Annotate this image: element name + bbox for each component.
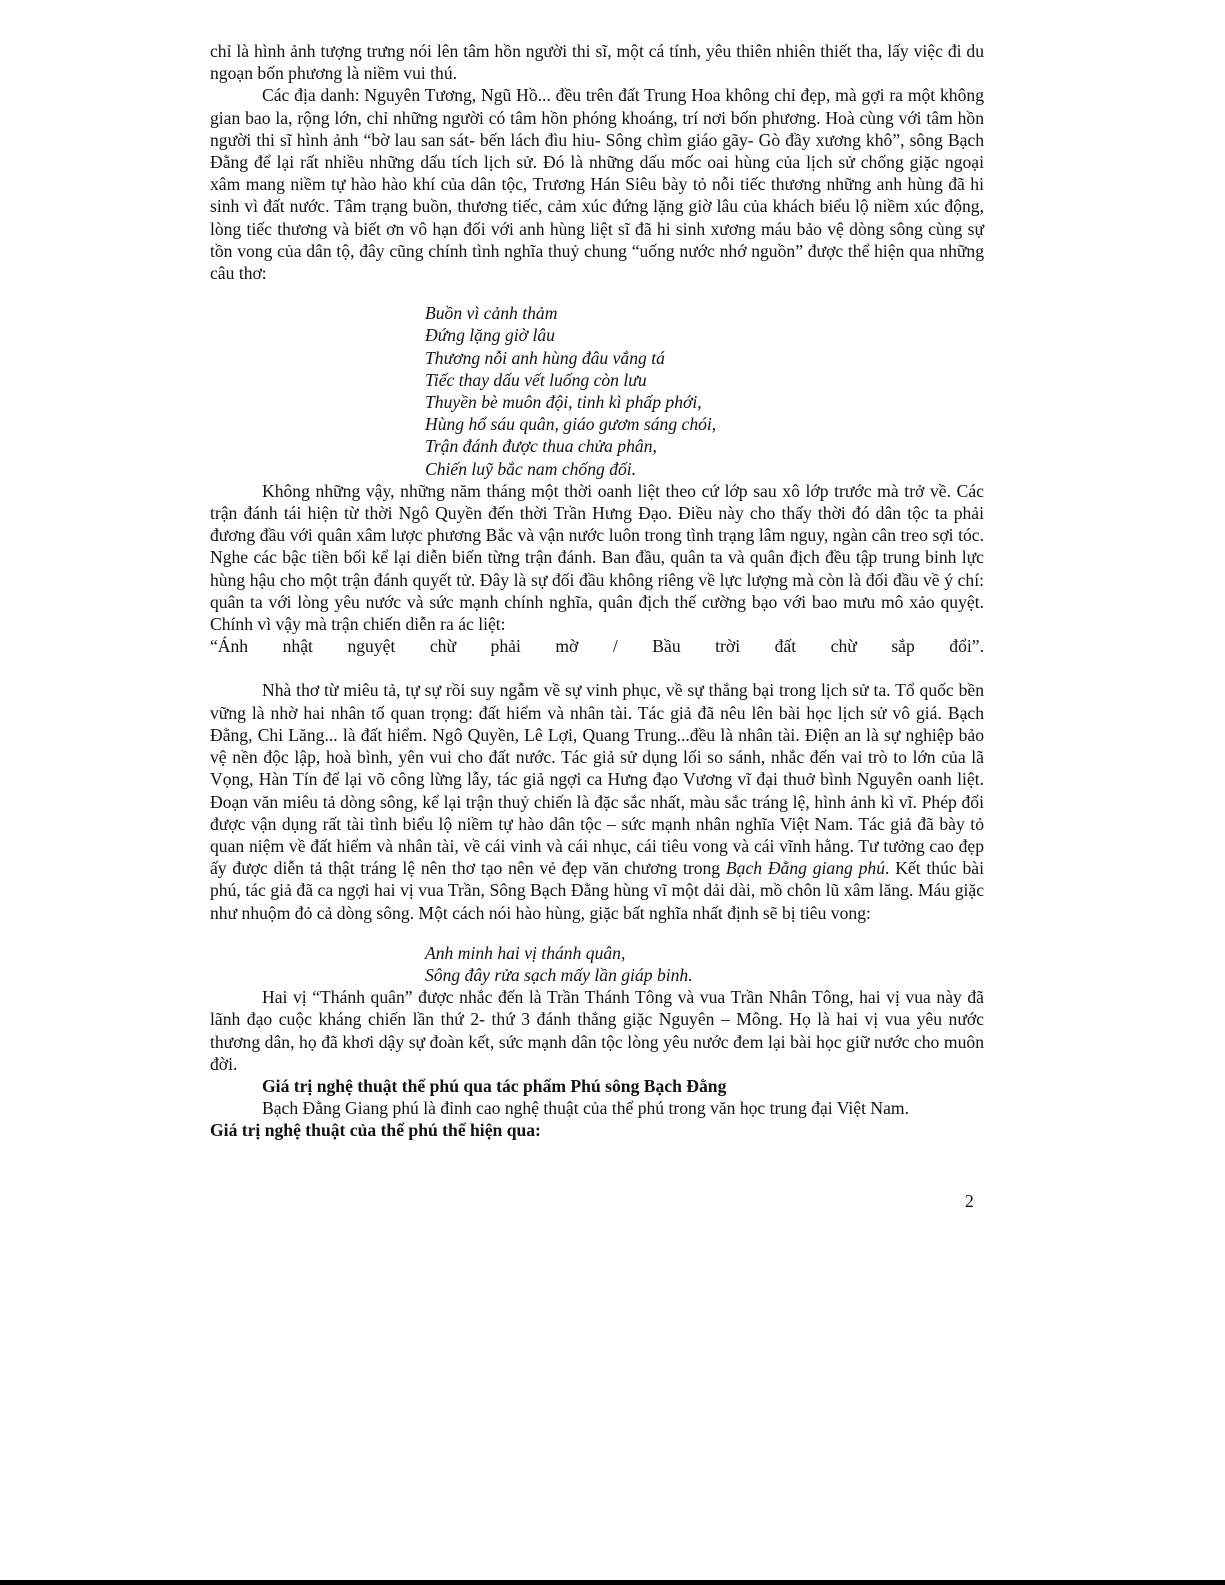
heading-art-values-list: Giá trị nghệ thuật của thể phú thể hiện qua:	[210, 1120, 541, 1141]
poem-line: Tiếc thay dấu vết luống còn lưu	[425, 369, 647, 390]
poem-line: Hùng hổ sáu quân, giáo gươm sáng chói,	[425, 414, 717, 435]
poem-line: Đứng lặng giờ lâu	[425, 325, 555, 346]
poem-line: Thuyền bè muôn đội, tinh kì phấp phới,	[425, 392, 702, 413]
paragraph-poet-text-a: Nhà thơ từ miêu tả, tự sự rồi suy ngẫm về sự vinh phục, về sự thắng bại trong lịch sử ta. Tổ quốc bền vững là nhờ hai nhân tố quan trọng: đất hiểm và nhân tài. Tác giả đã nêu lên bài học lịch sử vô giá. Bạch Đằng, Chi Lăng... là đất hiểm. Ngô Quyền, Lê Lợi, Quang Trung...đều là nhân tài. Điện an là sự nghiệp bảo vệ nền độc lập, hoà bình, yên vui cho đất nước. Tác giả sử dụng lối so sánh, nhắc đến vai trò to lớn của lã Vọng, Hàn Tín để lại võ công lừng lẫy, tác giả ngợi ca Hưng đạo Vương vĩ đại thuở bình Nguyên oanh liệt. Đoạn văn miêu tả dòng sông, kể lại trận thuỷ chiến là đặc sắc nhất, màu sắc tráng lệ, hình ảnh kì vĩ. Phép đối được vận dụng rất tài tình biểu lộ niềm tự hào dân tộc – sức mạnh nhân nghĩa Việt Nam. Tác giả đã bày tỏ quan niệm về đất hiểm và nhân tài, về cái vinh và cái nhục, cái tiêu vong và cái vĩnh hằng. Tư tưởng cao đẹp ấy được diễn tả thật tráng lệ nên thơ tạo nên vẻ đẹp văn chương trong	[210, 680, 984, 879]
paragraph-intro: chỉ là hình ảnh tượng trưng nói lên tâm hồn người thi sĩ, một cá tính, yêu thiên nhiên thiết tha, lấy việc đi du ngoạn bốn phương là niềm vui thú.	[210, 41, 984, 84]
poem-line: Chiến luỹ bắc nam chống đối.	[425, 458, 637, 479]
paragraph-poet-reflection	[210, 679, 984, 923]
paragraph-poet-text-b: . Kết thúc bài phú, tác giả đã ca ngợi hai vị vua Trần, Sông Bạch Đằng hùng vĩ một dải dài, mồ chôn lũ xâm lăng. Máu giặc như nhuộm đỏ cả dòng sông. Một cách nói hào hùng, giặc bất nghĩa nhất định sẽ bị tiêu vong:	[210, 858, 984, 923]
paragraph-art: Bạch Đằng Giang phú là đỉnh cao nghệ thuật của thể phú trong văn học trung đại Việt Nam.	[262, 1098, 909, 1119]
poem-line: Trận đánh được thua chửa phân,	[425, 436, 657, 457]
paragraph-kings: Hai vị “Thánh quân” được nhắc đến là Trần Thánh Tông và vua Trần Nhân Tông, hai vị vua này đã lãnh đạo cuộc kháng chiến lần thứ 2- thứ 3 đánh thắng giặc Nguyên – Mông. Họ là hai vị vua yêu nước thương dân, họ đã khơi dậy sự đoàn kết, sức mạnh dân tộc lòng yêu nước đem lại bài học giữ nước cho muôn đời.	[210, 987, 984, 1074]
paragraph-places: Các địa danh: Nguyên Tương, Ngũ Hồ... đều trên đất Trung Hoa không chỉ đẹp, mà gợi ra một không gian bao la, rộng lớn, chỉ những người có tâm hồn phóng khoáng, trí nơi bốn phương. Hoà cùng với tâm hồn người thi sĩ hình ảnh “bờ lau san sát- bến lách đìu hiu- Sông chìm giáo gãy- Gò đầy xương khô”, sông Bạch Đằng để lại rất nhiều những dấu tích lịch sử. Đó là những dấu mốc oai hùng của lịch sử chống giặc ngoại xâm mang niềm tự hào hào khí của dân tộc, Trương Hán Siêu bày tỏ nỗi tiếc thương những anh hùng đã hi sinh vì đất nước. Tâm trạng buồn, thương tiếc, cảm xúc đứng lặng giờ lâu của khách biểu lộ niềm xúc động, lòng tiếc thương và biết ơn vô hạn đối với anh hùng liệt sĩ đã hi sinh xương máu bảo vệ dòng sông cùng sự tồn vong của dân tộ, đây cũng chính tình nghĩa thuỷ chung “uống nước nhớ nguồn” được thể hiện qua những câu thơ:	[210, 85, 984, 284]
poem-line: Thương nỗi anh hùng đâu vắng tá	[425, 347, 665, 368]
paragraph-battles: Không những vậy, những năm tháng một thời oanh liệt theo cứ lớp sau xô lớp trước mà trở về. Các trận đánh tái hiện từ thời Ngô Quyền đến thời Trần Hưng Đạo. Điều này cho thấy thời đó dân tộc ta phải đương đầu với quân xâm lược phương Bắc và vận nước luôn trong tình trạng lâm nguy, ngàn cân treo sợi tóc. Nghe các bậc tiền bối kể lại diễn biến từng trận đánh. Ban đầu, quân ta và quân địch đều tập trung binh lực hùng hậu cho một trận đánh quyết tử. Đây là sự đối đầu không riêng về lực lượng mà còn là đối đầu về ý chí: quân ta với lòng yêu nước và sức mạnh chính nghĩa, quân địch thế cường bạo với bao mưu mô xảo quyệt. Chính vì vậy mà trận chiến diễn ra ác liệt:	[210, 480, 984, 635]
work-title-italic: Bạch Đằng giang phú	[725, 858, 886, 879]
poem-line: Buồn vì cảnh thảm	[425, 303, 558, 324]
heading-art-value: Giá trị nghệ thuật thể phú qua tác phẩm Phú sông Bạch Đằng	[262, 1075, 727, 1096]
poem-line: Sông đây rửa sạch mấy lần giáp binh.	[425, 964, 693, 985]
document-page	[210, 40, 984, 1142]
poem-block-1	[210, 302, 984, 480]
page-number: 2	[965, 1191, 974, 1211]
scan-bottom-border	[0, 1580, 1225, 1585]
paragraph-battles-quote: “Ánh nhật nguyệt chừ phải mờ / Bầu trời đất chừ sắp đổi”.	[210, 636, 984, 657]
poem-line: Anh minh hai vị thánh quân,	[425, 942, 626, 963]
poem-block-2	[210, 942, 984, 986]
